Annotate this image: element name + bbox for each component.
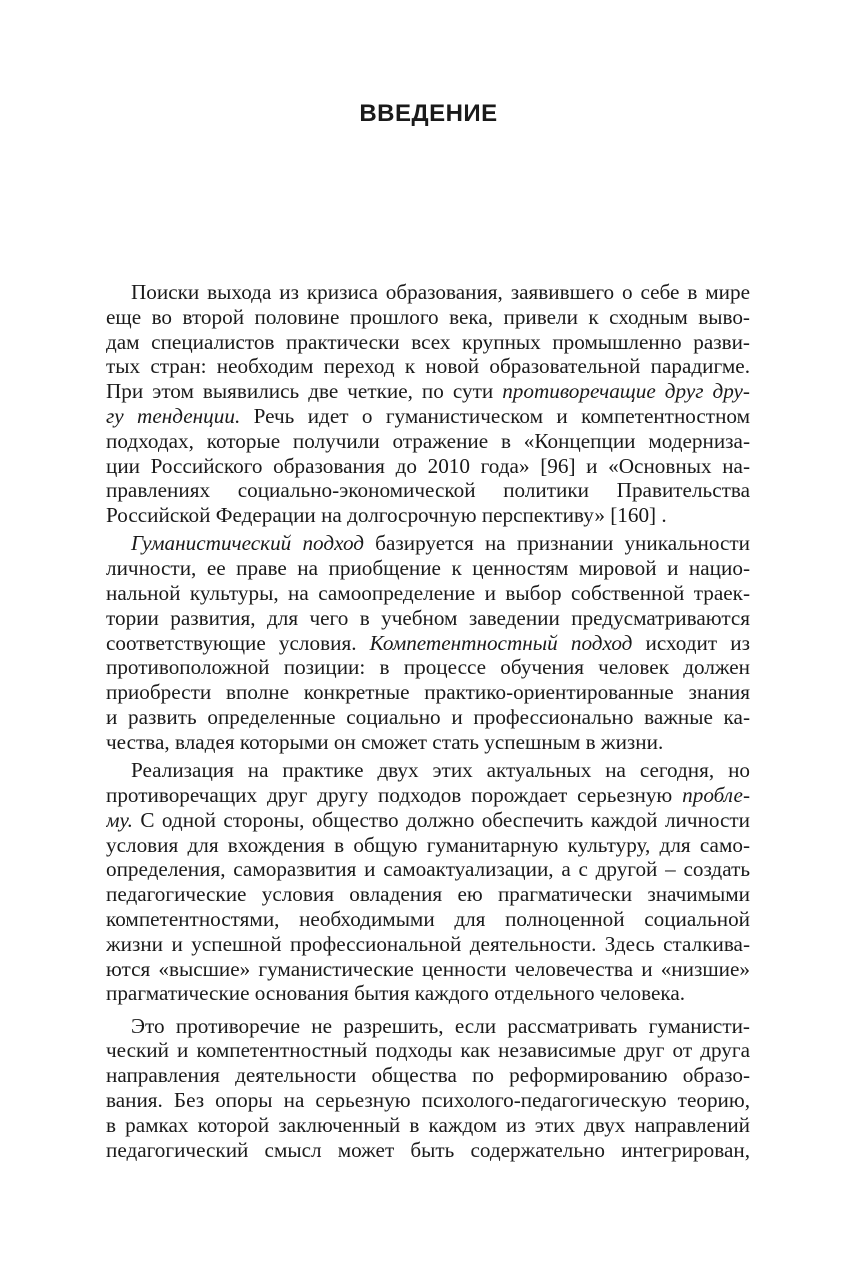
text-segment: правлениях социально-экономической политики Правительства <box>106 478 750 503</box>
text-line <box>106 783 750 808</box>
italic-text: пробле- <box>682 782 750 807</box>
text-line <box>106 655 750 680</box>
italic-text: Гуманистический подход <box>131 531 364 556</box>
text-line <box>106 330 750 355</box>
text-line <box>106 280 750 305</box>
text-line <box>106 1014 750 1039</box>
text-line <box>106 1113 750 1138</box>
text-segment: определения, саморазвития и самоактуализации, а с другой – создать <box>106 857 750 882</box>
paragraph <box>106 531 750 754</box>
text-line <box>106 705 750 730</box>
text-segment: ются «высшие» гуманистические ценности человечества и «низшие» <box>106 956 750 981</box>
text-line <box>106 833 750 858</box>
text-line <box>106 531 750 556</box>
text-line <box>106 957 750 982</box>
text-line <box>106 354 750 379</box>
text-segment: Речь идет о гуманистическом и компетентностном <box>240 403 750 428</box>
text-line <box>106 478 750 503</box>
text-line <box>106 857 750 882</box>
text-segment: базируется на признании уникальности <box>364 531 750 556</box>
text-segment: соответствующие условия. <box>106 630 370 655</box>
text-line <box>106 1063 750 1088</box>
text-line <box>106 606 750 631</box>
italic-text: Компетентностный подход <box>369 630 633 655</box>
text-segment: исходит из <box>632 630 750 655</box>
text-line <box>106 1138 750 1163</box>
text-line <box>106 758 750 783</box>
text-segment: нальной культуры, на самоопределение и выбор собственной траек- <box>106 581 750 606</box>
section-heading: ВВЕДЕНИЕ <box>359 100 498 127</box>
text-segment: чества, владея которыми он сможет стать успешным в жизни. <box>106 729 664 754</box>
text-line <box>106 932 750 957</box>
text-segment: условия для вхождения в общую гуманитарную культуру, для само- <box>106 832 750 857</box>
text-line <box>106 631 750 656</box>
text-line <box>106 379 750 404</box>
text-line <box>106 305 750 330</box>
text-segment: Реализация на практике двух этих актуальных на сегодня, но <box>131 758 750 783</box>
text-segment: ческий и компетентностный подходы как независимые друг от друга <box>106 1038 750 1063</box>
text-segment: приобрести вполне конкретные практико-ориентированные знания <box>106 680 750 705</box>
text-line <box>106 907 750 932</box>
text-segment: При этом выявились две четкие, по сути <box>106 379 503 404</box>
paragraph <box>106 280 750 528</box>
text-segment: ции Российского образования до 2010 года» [96] и «Основных на- <box>106 453 750 478</box>
text-segment: Это противоречие не разрешить, если рассматривать гуманисти- <box>131 1013 750 1038</box>
text-segment: Российской Федерации на долгосрочную перспективу» [160] . <box>106 503 667 528</box>
text-segment: еще во второй половине прошлого века, привели к сходным выво- <box>106 304 750 329</box>
text-segment: подходах, которые получили отражение в «Концепции модерниза- <box>106 428 750 453</box>
text-line <box>106 556 750 581</box>
text-segment: и развить определенные социально и профессионально важные ка- <box>106 705 750 730</box>
text-segment: тории развития, для чего в учебном заведении предусматриваются <box>106 605 750 630</box>
text-segment: личности, ее праве на приобщение к ценностям мировой и нацио- <box>106 556 750 581</box>
text-segment: прагматические основания бытия каждого отдельного человека. <box>106 981 686 1006</box>
text-segment: С одной стороны, общество должно обеспечить каждой личности <box>132 807 750 832</box>
text-segment: противоречащих друг другу подходов порождает серьезную <box>106 782 683 807</box>
text-segment: направления деятельности общества по реформированию образо- <box>106 1063 750 1088</box>
text-segment: тых стран: необходим переход к новой образовательной парадигме. <box>106 354 750 379</box>
text-line <box>106 680 750 705</box>
text-line <box>106 581 750 606</box>
body-text <box>106 280 750 1162</box>
text-segment: дам специалистов практически всех крупных промышленно разви- <box>106 329 750 354</box>
text-line <box>106 404 750 429</box>
text-segment: педагогический смысл может быть содержательно интегрирован, <box>106 1137 750 1162</box>
text-segment: противоположной позиции: в процессе обучения человек должен <box>106 655 750 680</box>
italic-text: противоречащие друг дру- <box>502 379 750 404</box>
italic-text: гу тенденции. <box>106 403 241 428</box>
text-line <box>106 808 750 833</box>
paragraph <box>106 1014 750 1163</box>
text-segment: компетентностями, необходимыми для полноценной социальной <box>106 906 750 931</box>
text-segment: в рамках которой заключенный в каждом из этих двух направлений <box>106 1112 750 1137</box>
paragraph <box>106 758 750 1006</box>
text-line <box>106 454 750 479</box>
text-segment: вания. Без опоры на серьезную психолого-педагогическую теорию, <box>106 1088 750 1112</box>
text-line <box>106 503 750 528</box>
italic-text: му. <box>106 807 133 832</box>
text-line <box>106 1038 750 1063</box>
text-line <box>106 882 750 907</box>
text-segment: Поиски выхода из кризиса образования, заявившего о себе в мире <box>131 280 750 304</box>
text-line <box>106 730 750 755</box>
text-line <box>106 429 750 454</box>
text-segment: педагогические условия овладения ею прагматически значимыми <box>106 882 750 907</box>
text-line <box>106 1088 750 1113</box>
text-segment: жизни и успешной профессиональной деятельности. Здесь сталкива- <box>106 931 750 956</box>
text-line <box>106 981 750 1006</box>
